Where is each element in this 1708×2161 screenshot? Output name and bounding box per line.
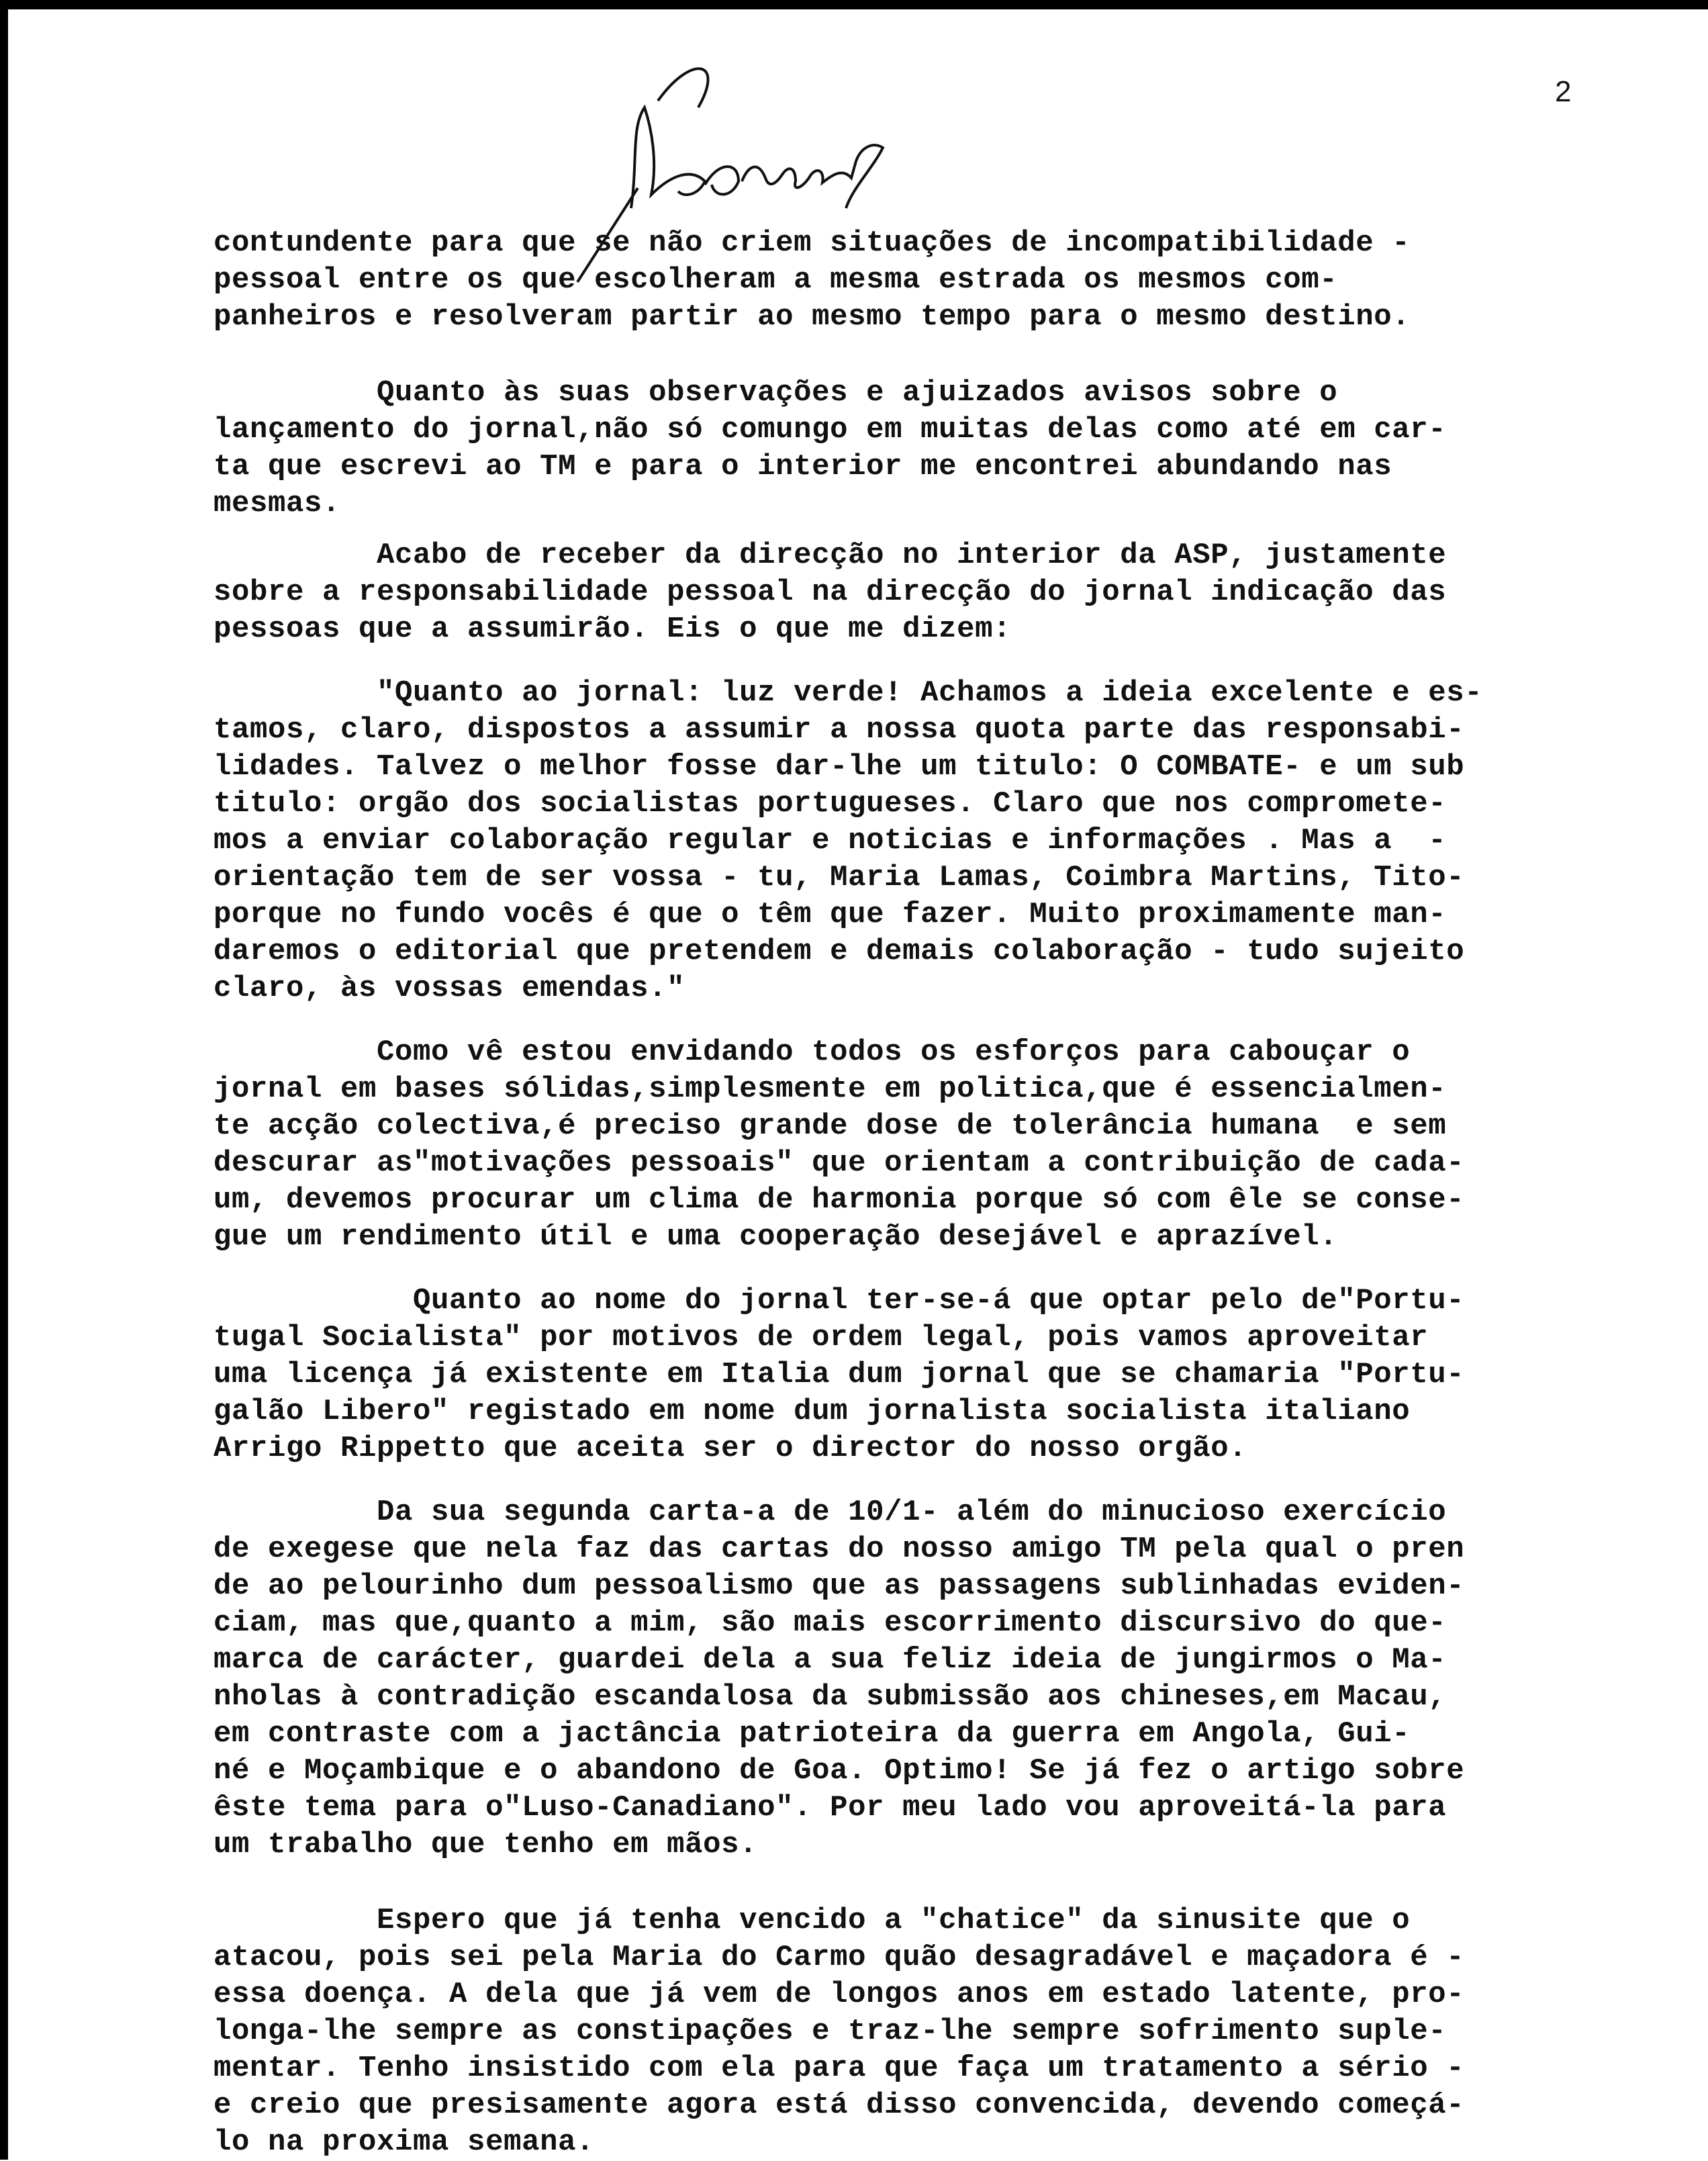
text-line: lançamento do jornal,não só comungo em muitas delas como até em car- <box>214 413 1447 447</box>
text-line: mentar. Tenho insistido com ela para que faça um tratamento a sério - <box>214 2052 1465 2085</box>
page-number: 2 <box>1555 75 1572 108</box>
paragraph-1 <box>214 225 1623 336</box>
text-line: Acabo de receber da direcção no interior da ASP, justamente <box>214 539 1447 572</box>
text-line: atacou, pois sei pela Maria do Carmo quão desagradável e maçadora é - <box>214 1941 1465 1974</box>
paragraph-7 <box>214 1494 1623 1864</box>
text-line: daremos o editorial que pretendem e demais colaboração - tudo sujeito <box>214 935 1465 968</box>
text-line: e creio que presisamente agora está disso convencida, devendo começá- <box>214 2088 1465 2122</box>
text-line: de exegese que nela faz das cartas do nosso amigo TM pela qual o pren <box>214 1532 1465 1566</box>
text-line: tugal Socialista" por motivos de ordem legal, pois vamos aproveitar <box>214 1321 1429 1354</box>
text-line: porque no fundo vocês é que o têm que fazer. Muito proximamente man- <box>214 898 1447 931</box>
text-line: um trabalho que tenho em mãos. <box>214 1828 758 1861</box>
letter-body <box>214 225 1623 2161</box>
paragraph-quote <box>214 675 1623 1007</box>
text-line: Quanto ao nome do jornal ter-se-á que optar pelo de"Portu- <box>214 1284 1465 1318</box>
text-line: galão Libero" registado em nome dum jornalista socialista italiano <box>214 1395 1411 1428</box>
text-line: marca de carácter, guardei dela a sua feliz ideia de jungirmos o Ma- <box>214 1643 1447 1677</box>
text-line: Espero que já tenha vencido a "chatice" da sinusite que o <box>214 1904 1411 1937</box>
text-line: pessoas que a assumirão. Eis o que me dizem: <box>214 612 1012 646</box>
text-line: êste tema para o"Luso-Canadiano". Por meu lado vou aproveitá-la para <box>214 1791 1447 1825</box>
paragraph-5 <box>214 1034 1623 1256</box>
text-line: lo na proxima semana. <box>214 2125 595 2159</box>
paragraph-3 <box>214 537 1623 648</box>
text-line: contundente para que se não criem situações de incompatibilidade - <box>214 226 1411 260</box>
text-line: titulo: orgão dos socialistas portugueses. Claro que nos compromete- <box>214 787 1447 821</box>
paragraph-2 <box>214 375 1623 522</box>
text-line: tamos, claro, dispostos a assumir a nossa quota parte das responsabi- <box>214 713 1465 747</box>
text-line: sobre a responsabilidade pessoal na direcção do jornal indicação das <box>214 576 1447 609</box>
text-line: essa doença. A dela que já vem de longos anos em estado latente, pro- <box>214 1978 1465 2011</box>
text-line: ta que escrevi ao TM e para o interior me encontrei abundando nas <box>214 450 1392 484</box>
text-line: Arrigo Rippetto que aceita ser o director do nosso orgão. <box>214 1432 1247 1465</box>
text-line: Como vê estou envidando todos os esforços para cabouçar o <box>214 1036 1411 1069</box>
text-line: uma licença já existente em Italia dum jornal que se chamaria "Portu- <box>214 1358 1465 1391</box>
text-line: claro, às vossas emendas." <box>214 972 685 1005</box>
text-line: mos a enviar colaboração regular e noticias e informações . Mas a - <box>214 824 1447 858</box>
text-line: um, devemos procurar um clima de harmonia porque só com êle se conse- <box>214 1183 1465 1217</box>
page-edge-top <box>0 0 1708 9</box>
text-line: ciam, mas que,quanto a mim, são mais escorrimento discursivo do que- <box>214 1606 1447 1640</box>
text-line: nholas à contradição escandalosa da submissão aos chineses,em Macau, <box>214 1680 1447 1714</box>
text-line: descurar as"motivações pessoais" que orientam a contribuição de cada- <box>214 1146 1465 1180</box>
paragraph-8 <box>214 1902 1623 2161</box>
text-line: né e Moçambique e o abandono de Goa. Optimo! Se já fez o artigo sobre <box>214 1754 1465 1788</box>
text-line: pessoal entre os que escolheram a mesma estrada os mesmos com- <box>214 263 1338 297</box>
text-line: panheiros e resolveram partir ao mesmo tempo para o mesmo destino. <box>214 300 1411 334</box>
text-line: mesmas. <box>214 487 341 520</box>
text-line: gue um rendimento útil e uma cooperação desejável e aprazível. <box>214 1220 1338 1254</box>
page-edge-left <box>0 0 8 2160</box>
text-line: "Quanto ao jornal: luz verde! Achamos a ideia excelente e es- <box>214 676 1483 710</box>
text-line: jornal em bases sólidas,simplesmente em politica,que é essencialmen- <box>214 1072 1447 1106</box>
text-line: lidades. Talvez o melhor fosse dar-lhe um titulo: O COMBATE- e um sub <box>214 750 1465 784</box>
text-line: Quanto às suas observações e ajuizados avisos sobre o <box>214 376 1338 410</box>
text-line: de ao pelourinho dum pessoalismo que as passagens sublinhadas eviden- <box>214 1569 1465 1603</box>
text-line: em contraste com a jactância patrioteira da guerra em Angola, Gui- <box>214 1717 1411 1751</box>
text-line: longa-lhe sempre as constipações e traz-lhe sempre sofrimento suple- <box>214 2015 1447 2048</box>
text-line: te acção colectiva,é preciso grande dose de tolerância humana e sem <box>214 1109 1447 1143</box>
text-line: orientação tem de ser vossa - tu, Maria Lamas, Coimbra Martins, Tito- <box>214 861 1465 894</box>
paragraph-6 <box>214 1283 1623 1467</box>
text-line: Da sua segunda carta-a de 10/1- além do minucioso exercício <box>214 1496 1447 1529</box>
